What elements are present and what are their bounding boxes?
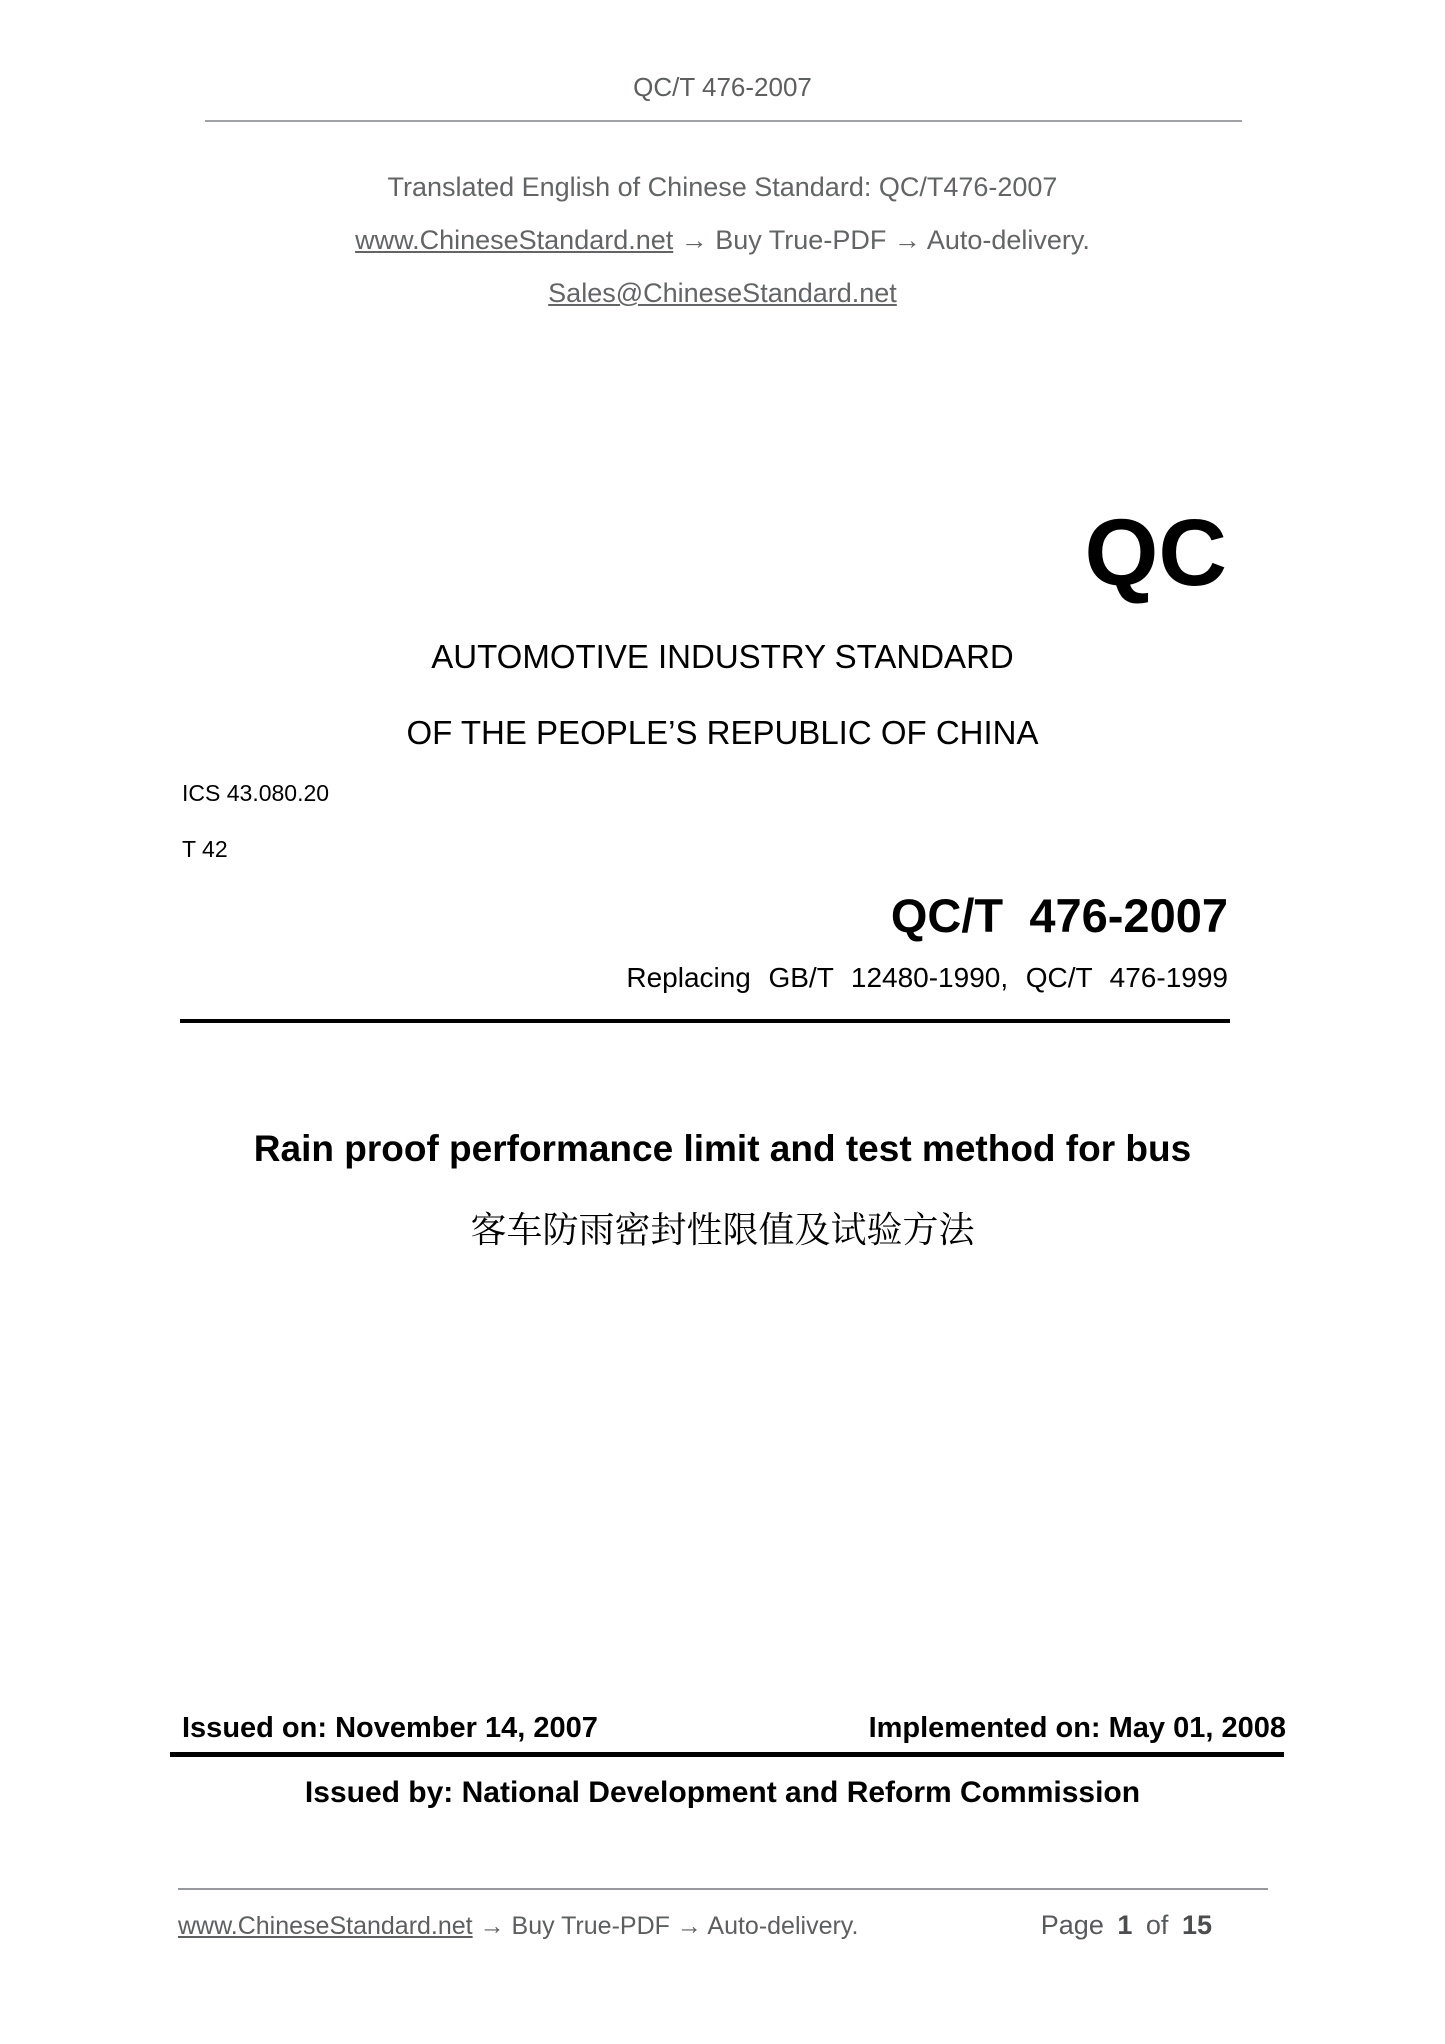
header-divider-line bbox=[205, 120, 1242, 122]
page-label: Page bbox=[1040, 1910, 1104, 1940]
issued-on-date: Issued on: November 14, 2007 bbox=[182, 1712, 598, 1744]
purchase-info-rest: → Buy True-PDF → Auto-delivery. bbox=[673, 225, 1090, 255]
standard-title-english: Rain proof performance limit and test method for bus bbox=[253, 1128, 1192, 1169]
page-header-doc-code: QC/T 476-2007 bbox=[633, 72, 812, 102]
footer-purchase-info bbox=[178, 1912, 858, 1941]
purchase-info-line bbox=[0, 225, 1445, 256]
t-classification-code: T 42 bbox=[182, 836, 228, 862]
issuance-divider-line bbox=[170, 1752, 1284, 1757]
page-number: 1 bbox=[1117, 1910, 1133, 1940]
total-pages: 15 bbox=[1181, 1910, 1212, 1940]
sales-email-link[interactable]: Sales@ChineseStandard.net bbox=[548, 278, 897, 308]
sales-email-line bbox=[0, 278, 1445, 309]
org-name-line1: AUTOMOTIVE INDUSTRY STANDARD bbox=[431, 638, 1014, 675]
translation-notice: Translated English of Chinese Standard: QC/T476-2007 bbox=[387, 172, 1058, 202]
website-link[interactable]: www.ChineseStandard.net bbox=[355, 225, 674, 255]
implemented-on-date: Implemented on: May 01, 2008 bbox=[868, 1712, 1286, 1744]
replacing-note: Replacing GB/T 12480-1990, QC/T 476-1999 bbox=[626, 962, 1228, 993]
qc-logo: QC bbox=[1084, 500, 1227, 606]
of-label: of bbox=[1145, 1910, 1169, 1940]
footer-website-link[interactable]: www.ChineseStandard.net bbox=[178, 1912, 473, 1940]
standard-number: QC/T 476-2007 bbox=[890, 889, 1228, 942]
standard-title-chinese: 客车防雨密封性限值及试验方法 bbox=[470, 1210, 975, 1250]
page-indicator bbox=[1041, 1910, 1212, 1941]
standard-number-underline bbox=[180, 1019, 1230, 1023]
issuance-dates-row bbox=[182, 1712, 1286, 1745]
page-footer bbox=[178, 1910, 1212, 1941]
org-name-line2: OF THE PEOPLE’S REPUBLIC OF CHINA bbox=[406, 714, 1039, 751]
ics-code: ICS 43.080.20 bbox=[182, 780, 330, 806]
footer-purchase-rest: → Buy True-PDF → Auto-delivery. bbox=[472, 1912, 859, 1940]
footer-divider-line bbox=[178, 1888, 1268, 1890]
issued-by: Issued by: National Development and Reform Commission bbox=[304, 1776, 1141, 1809]
